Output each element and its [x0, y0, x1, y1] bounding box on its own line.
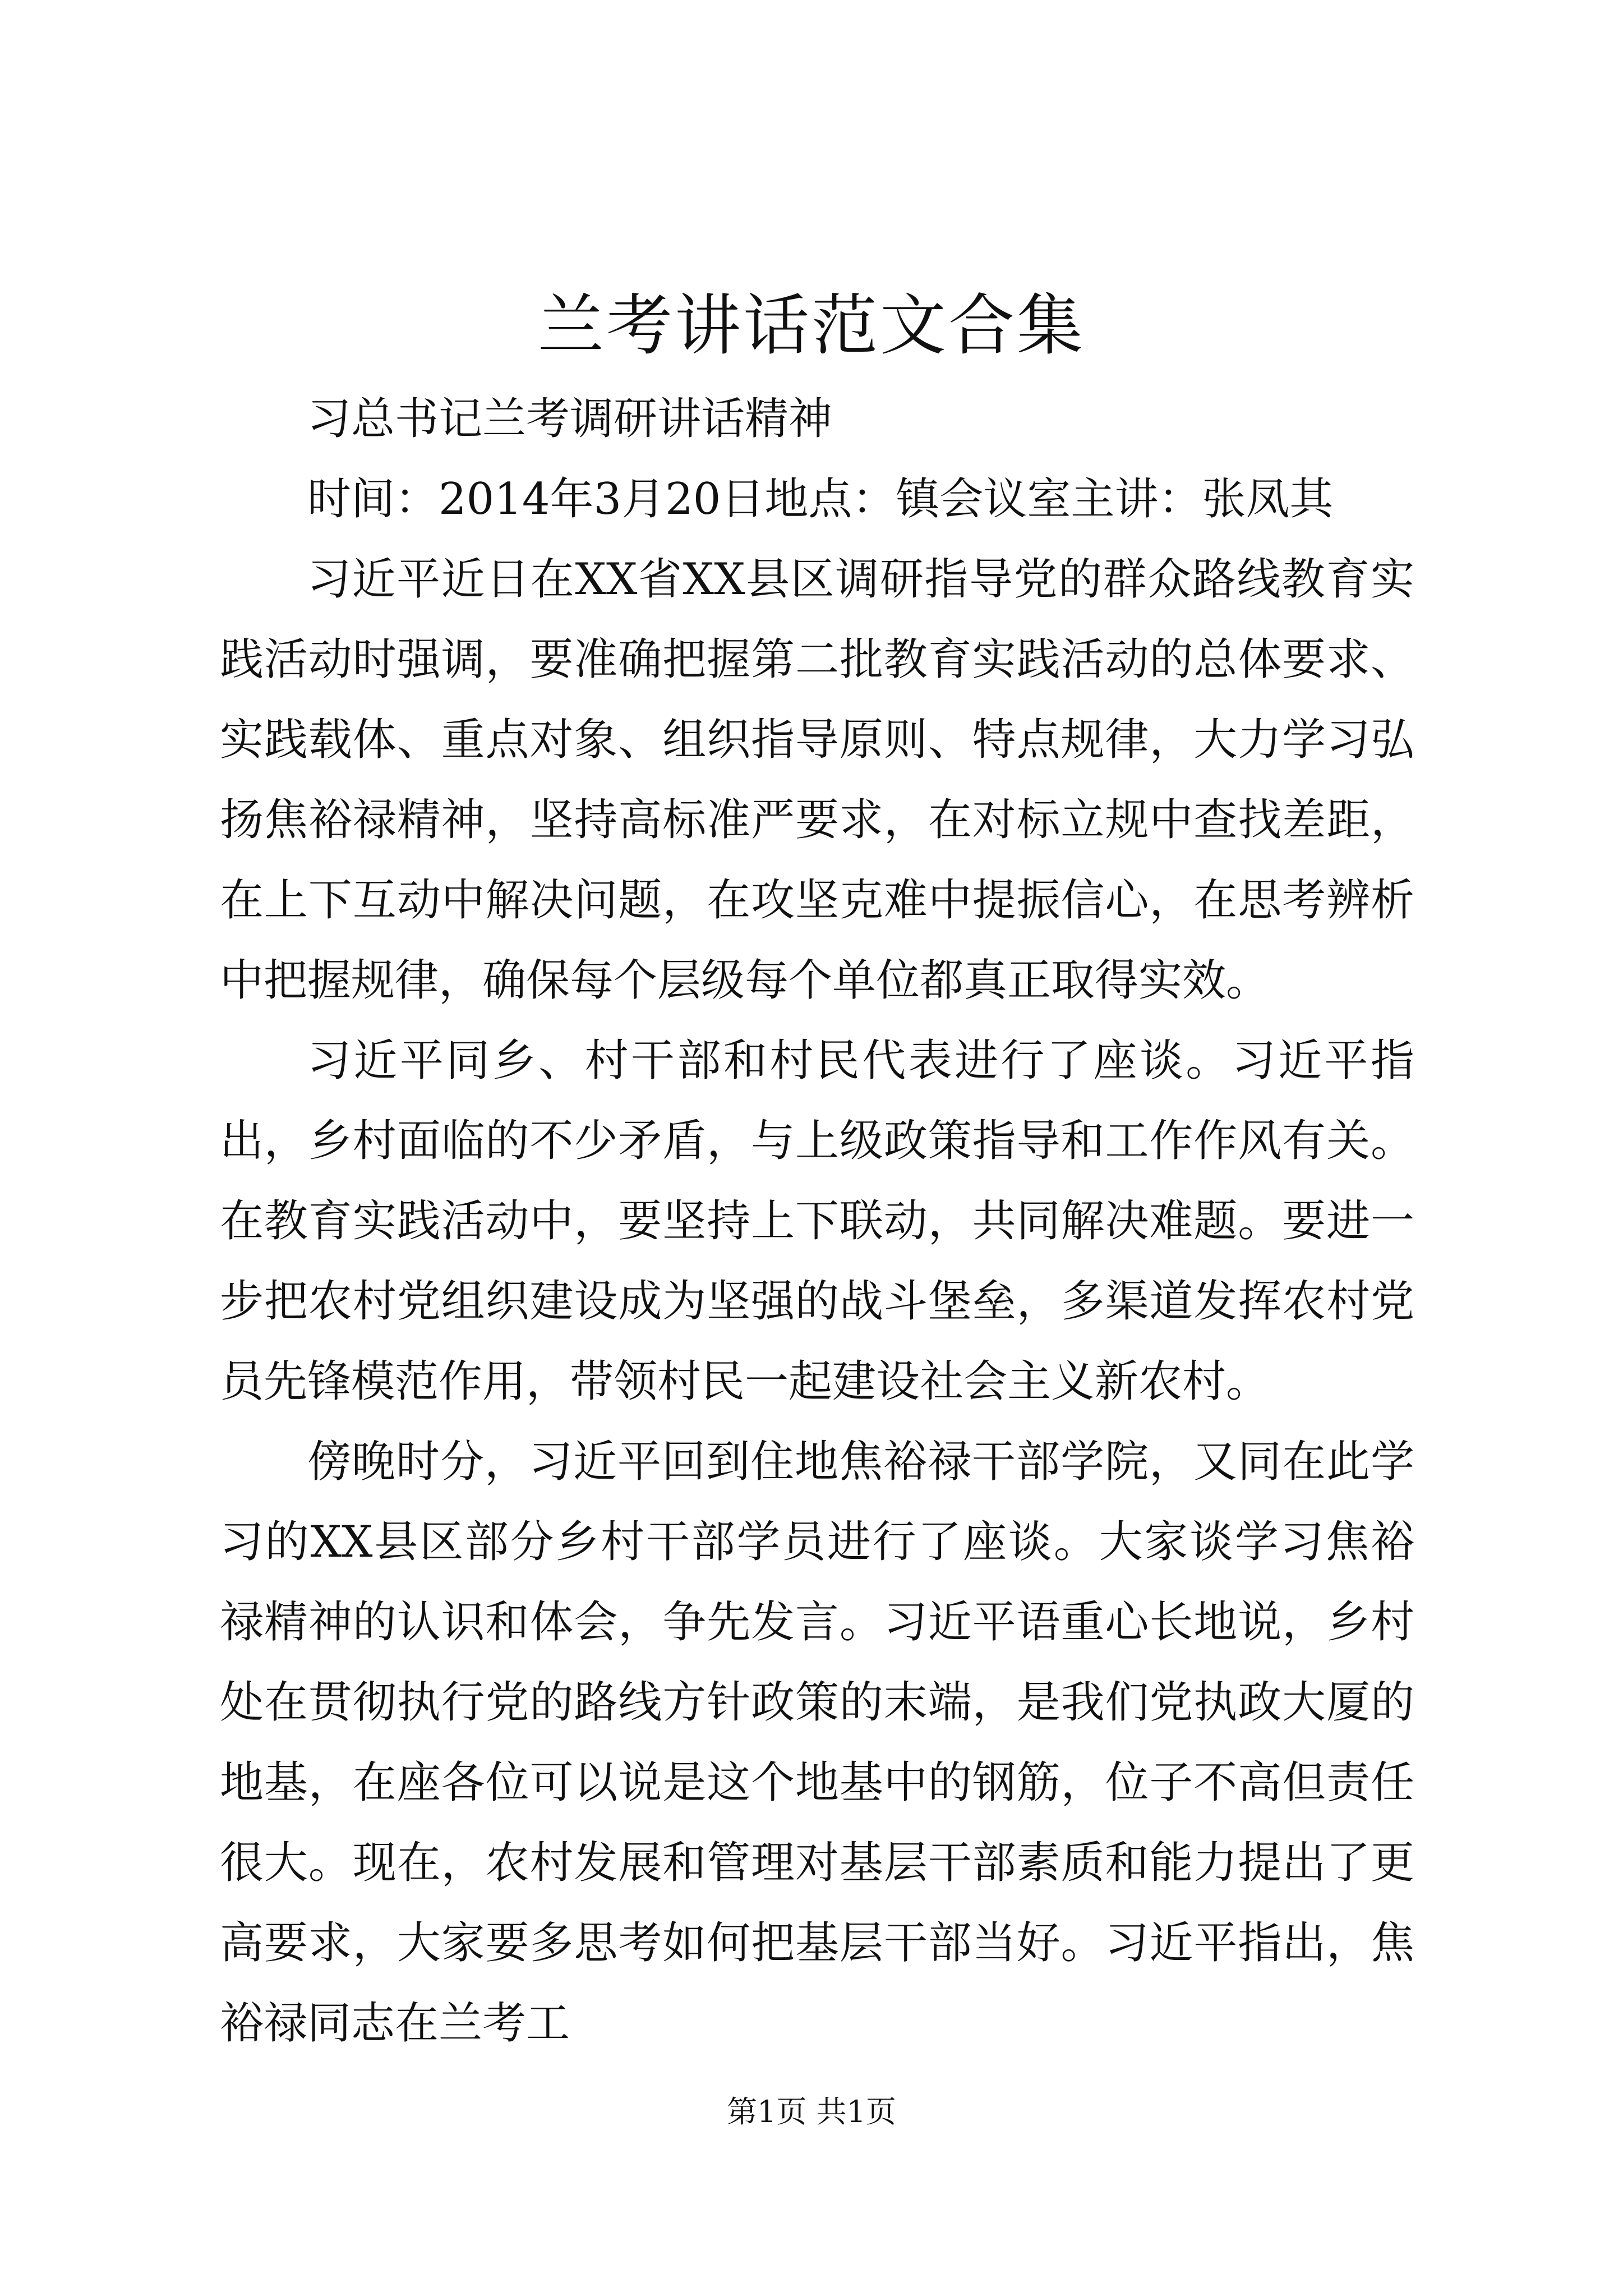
- meta-line: 时间：2014年3月20日地点：镇会议室主讲：张凤其: [307, 474, 1334, 524]
- document-title: 兰考讲话范文合集: [537, 287, 1085, 364]
- subtitle: 习总书记兰考调研讲话精神: [307, 394, 833, 444]
- paragraph: 习近平同乡、村干部和村民代表进行了座谈。习近平指出，乡村面临的不少矛盾，与上级政策指导和工作作风有关。在教育实践活动中，要坚持上下联动，共同解决难题。要进一步把农村党组织建设成为坚强的战斗堡垒，多渠道发挥农村党员先锋模范作用，带领村民一起建设社会主义新农村。: [220, 1036, 1414, 1407]
- paragraph: 习近平近日在XX省XX县区调研指导党的群众路线教育实践活动时强调，要准确把握第二批教育实践活动的总体要求、实践载体、重点对象、组织指导原则、特点规律，大力学习弘扬焦裕禄精神，坚持高标准严要求，在对标立规中查找差距，在上下互动中解决问题，在攻坚克难中提振信心，在思考辨析中把握规律，确保每个层级每个单位都真正取得实效。: [220, 554, 1414, 1006]
- paragraph: 傍晚时分，习近平回到住地焦裕禄干部学院，又同在此学习的XX县区部分乡村干部学员进行了座谈。大家谈学习焦裕禄精神的认识和体会，争先发言。习近平语重心长地说，乡村处在贯彻执行党的路线方针政策的末端，是我们党执政大厦的地基，在座各位可以说是这个地基中的钢筋，位子不高但责任很大。现在，农村发展和管理对基层干部素质和能力提出了更高要求，大家要多思考如何把基层干部当好。习近平指出，焦裕禄同志在兰考工: [220, 1437, 1414, 2049]
- document-body: [220, 379, 1414, 2064]
- page-footer: 第1页 共1页: [727, 2094, 896, 2129]
